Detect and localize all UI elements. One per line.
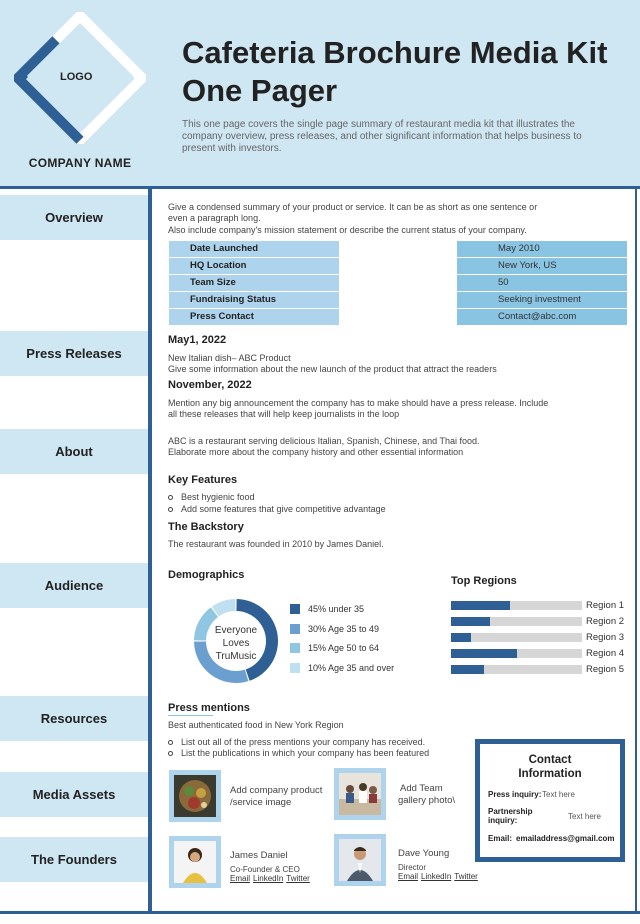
page-title: Cafeteria Brochure Media Kit One Pager [182, 35, 608, 108]
bullet-icon [168, 740, 173, 745]
founder-2-role: Director [398, 863, 427, 872]
legend-item-4 [290, 663, 394, 673]
sidebar-item-founders: The Founders [0, 837, 148, 882]
table-value-hq-location: New York, US [457, 258, 627, 274]
about-line-2: Elaborate more about the company history and other essential information [168, 447, 464, 457]
mention-text-2: List the publications in which your company has been featured [181, 748, 430, 758]
region-fill-5 [451, 665, 484, 674]
mention-item-2 [168, 748, 429, 759]
table-label-team-size: Team Size [169, 275, 339, 291]
sidebar-item-media-assets: Media Assets [0, 772, 148, 817]
region-label-4: Region 4 [586, 648, 625, 659]
region-label-5: Region 5 [586, 664, 625, 675]
email-label: Email: [488, 834, 513, 843]
donut-center-line-1: Everyone [214, 625, 258, 636]
product-photo-frame [169, 770, 221, 822]
legend-label-3: 15% Age 50 to 64 [308, 643, 380, 653]
legend-swatch-2 [290, 624, 300, 634]
founder-1-linkedin-link[interactable]: LinkedIn [253, 874, 284, 883]
food-image-icon [174, 775, 216, 817]
press-mentions-title: Press mentions [168, 702, 250, 714]
founder-1-role: Co-Founder & CEO [230, 865, 300, 874]
press-item-1-line-2: Give some information about the new launch of the product that attract the readers [168, 364, 497, 374]
table-value-press-contact: Contact@abc.com [457, 309, 627, 325]
founder-2-photo-frame [334, 834, 386, 886]
contact-title-line-1: Contact [528, 754, 572, 766]
mention-text-1: List out all of the press mentions your company has received. [181, 737, 426, 747]
sidebar-item-press-releases: Press Releases [0, 331, 148, 376]
donut-center-line-2: Loves [222, 638, 250, 649]
region-fill-4 [451, 649, 517, 658]
key-features-title: Key Features [168, 474, 238, 486]
legend-item-2 [290, 624, 379, 634]
table-value-date-launched: May 2010 [457, 241, 627, 257]
founder-2-links [398, 871, 481, 882]
partnership-inquiry-value: Text here [568, 812, 601, 821]
region-label-2: Region 2 [586, 616, 625, 627]
region-bar-3 [451, 633, 582, 642]
overview-line-3: Also include company's mission statement or describe the current status of your company. [168, 225, 527, 235]
table-value-fundraising: Seeking investment [457, 292, 627, 308]
donut-center-text [196, 624, 276, 663]
region-bar-1 [451, 601, 582, 610]
table-value-team-size: 50 [457, 275, 627, 291]
founder-1-name: James Daniel [230, 850, 288, 861]
founder-2-name: Dave Young [398, 848, 450, 859]
legend-label-2: 30% Age 35 to 49 [308, 624, 380, 634]
top-regions-title: Top Regions [451, 575, 517, 587]
sidebar-item-resources: Resources [0, 696, 148, 741]
top-divider [0, 186, 640, 189]
team-photo-frame [334, 768, 386, 820]
region-bar-5 [451, 665, 582, 674]
press-mentions-underline [168, 715, 213, 716]
sidebar-item-about: About [0, 429, 148, 474]
founder-1-links [230, 873, 313, 884]
product-caption-2: /service image [230, 797, 292, 808]
backstory-title: The Backstory [168, 521, 244, 533]
sidebar-divider [148, 186, 152, 914]
press-item-1-line-1: New Italian dish– ABC Product [168, 353, 291, 363]
contact-information-box [475, 739, 625, 862]
team-caption-2: gallery photo\ [398, 795, 456, 806]
table-label-fundraising: Fundraising Status [169, 292, 339, 308]
founder-1-twitter-link[interactable]: Twitter [286, 874, 310, 883]
region-label-3: Region 3 [586, 632, 625, 643]
sidebar-item-overview: Overview [0, 195, 148, 240]
person-avatar-icon [339, 839, 381, 881]
bullet-icon [168, 495, 173, 500]
founder-1-email-link[interactable]: Email [230, 874, 251, 883]
donut-center-line-3: TruMusic [215, 651, 257, 662]
legend-item-1 [290, 604, 364, 614]
region-fill-3 [451, 633, 471, 642]
region-label-1: Region 1 [586, 600, 625, 611]
partnership-inquiry-label-2: inquiry: [488, 816, 518, 825]
press-inquiry-value: Text here [542, 790, 575, 799]
press-date-1: May1, 2022 [168, 334, 227, 346]
legend-swatch-3 [290, 643, 300, 653]
logo-text: LOGO [60, 71, 93, 83]
feature-text-1: Best hygienic food [181, 492, 255, 502]
legend-swatch-1 [290, 604, 300, 614]
legend-item-3 [290, 643, 379, 653]
region-fill-2 [451, 617, 490, 626]
bullet-icon [168, 751, 173, 756]
contact-title [480, 753, 620, 781]
feature-item-2 [168, 504, 386, 515]
legend-swatch-4 [290, 663, 300, 673]
press-inquiry-label: Press inquiry: [488, 790, 542, 799]
region-fill-1 [451, 601, 510, 610]
product-caption-1: Add company product [230, 785, 323, 796]
founder-1-photo-frame [169, 836, 221, 888]
page-subtitle: This one page covers the single page summary of restaurant media kit that illustrates the company overview, press releases, and other significant information that helps business to present with investors. [182, 119, 582, 154]
founder-2-twitter-link[interactable]: Twitter [454, 872, 478, 881]
table-label-date-launched: Date Launched [169, 241, 339, 257]
team-image-icon [339, 773, 381, 815]
overview-line-1: Give a condensed summary of your product or service. It can be as short as one sentence or [168, 202, 538, 212]
press-item-2-line-2: all these releases that will help keep journalists in the loop [168, 409, 400, 419]
bullet-icon [168, 507, 173, 512]
press-mentions-line-1: Best authenticated food in New York Region [168, 720, 344, 730]
header-band [0, 0, 640, 186]
founder-2-email-link[interactable]: Email [398, 872, 419, 881]
company-name: COMPANY NAME [28, 156, 132, 170]
table-label-hq-location: HQ Location [169, 258, 339, 274]
mention-item-1 [168, 737, 425, 748]
partnership-inquiry-label-1: Partnership [488, 807, 533, 816]
table-label-press-contact: Press Contact [169, 309, 339, 325]
press-item-2-line-1: Mention any big announcement the company has to make should have a press release. Include [168, 398, 549, 408]
press-date-2: November, 2022 [168, 379, 252, 391]
legend-label-1: 45% under 35 [308, 604, 365, 614]
contact-title-line-2: Information [518, 768, 582, 780]
region-bar-2 [451, 617, 582, 626]
legend-label-4: 10% Age 35 and over [308, 663, 395, 673]
email-value[interactable]: emailaddress@gmail.com [516, 834, 615, 843]
logo-diamond-icon [14, 12, 146, 144]
right-border [635, 186, 637, 914]
bottom-divider [0, 911, 640, 914]
team-caption-1: Add Team [400, 783, 443, 794]
overview-line-2: even a paragraph long. [168, 213, 261, 223]
region-bar-4 [451, 649, 582, 658]
feature-item-1 [168, 492, 255, 503]
about-line-1: ABC is a restaurant serving delicious Italian, Spanish, Chinese, and Thai food. [168, 436, 480, 446]
backstory-text: The restaurant was founded in 2010 by James Daniel. [168, 539, 384, 549]
sidebar-item-audience: Audience [0, 563, 148, 608]
person-avatar-icon [174, 841, 216, 883]
demographics-title: Demographics [168, 569, 245, 581]
founder-2-linkedin-link[interactable]: LinkedIn [421, 872, 452, 881]
feature-text-2: Add some features that give competitive advantage [181, 504, 386, 514]
